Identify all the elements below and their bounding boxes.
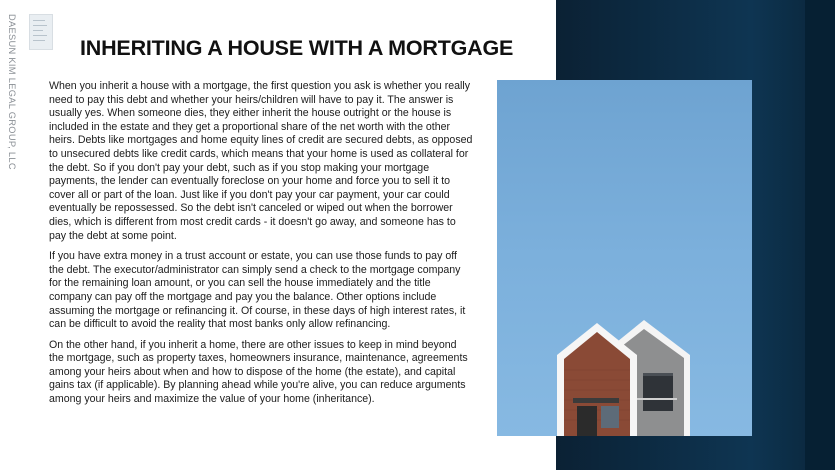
vertical-brand-text: DAESUN KIM LEGAL GROUP, LLC: [7, 14, 17, 170]
paragraph-1: When you inherit a house with a mortgage, the first question you ask is whether you really need to pay this debt and whether your heirs/children will have to pay it. The answer is usually yes. When someone dies, they either inherit the house outright or the house is included in the estate and they get a proportional share of the net worth with the other heirs. Debts like mortgages and home equity lines of credit are secured debts, as opposed to unsecured debts like credit cards, which means that your home is used as collateral for the debt. So if you don't pay your debt, such as if you stop making your mortgage payments, the lender can eventually foreclose on your home and force you to sell it to cover all or part of the loan. Just like if you don't pay your car payment, your car could eventually be repossessed. So the debt isn't canceled or wiped out when the borrower dies, which is different from most credit cards - it doesn't go away, and someone has to pay the debt at some point.: [49, 80, 473, 242]
page-title: INHERITING A HOUSE WITH A MORTGAGE: [80, 36, 514, 60]
brand-logo: [29, 14, 53, 50]
paragraph-2: If you have extra money in a trust account or estate, you can use those funds to pay off the debt. The executor/administrator can simply send a check to the mortgage company for the remaining loan amount, or you can sell the house immediately and the title company can pay off the mortgage and pay you the balance. Other options include assuming the mortgage or refinancing it. Of course, in these days of high interest rates, it can be difficult to avoid the reality that most banks only allow refinancing.: [49, 250, 466, 331]
house-photo: [497, 80, 752, 436]
paragraph-3: On the other hand, if you inherit a home, there are other issues to keep in mind beyond the mortgage, such as property taxes, homeowners insurance, maintenance, agreements among your heirs about when and how to dispose of the home (the estate), and capital gains tax (if applicable). By planning ahead while you're alive, you can reduce arguments among your heirs and maximize the value of your home (inheritance).: [49, 338, 468, 406]
dark-edge-stripe: [805, 0, 835, 470]
article-body: [49, 80, 473, 414]
house-illustration: [497, 80, 752, 436]
